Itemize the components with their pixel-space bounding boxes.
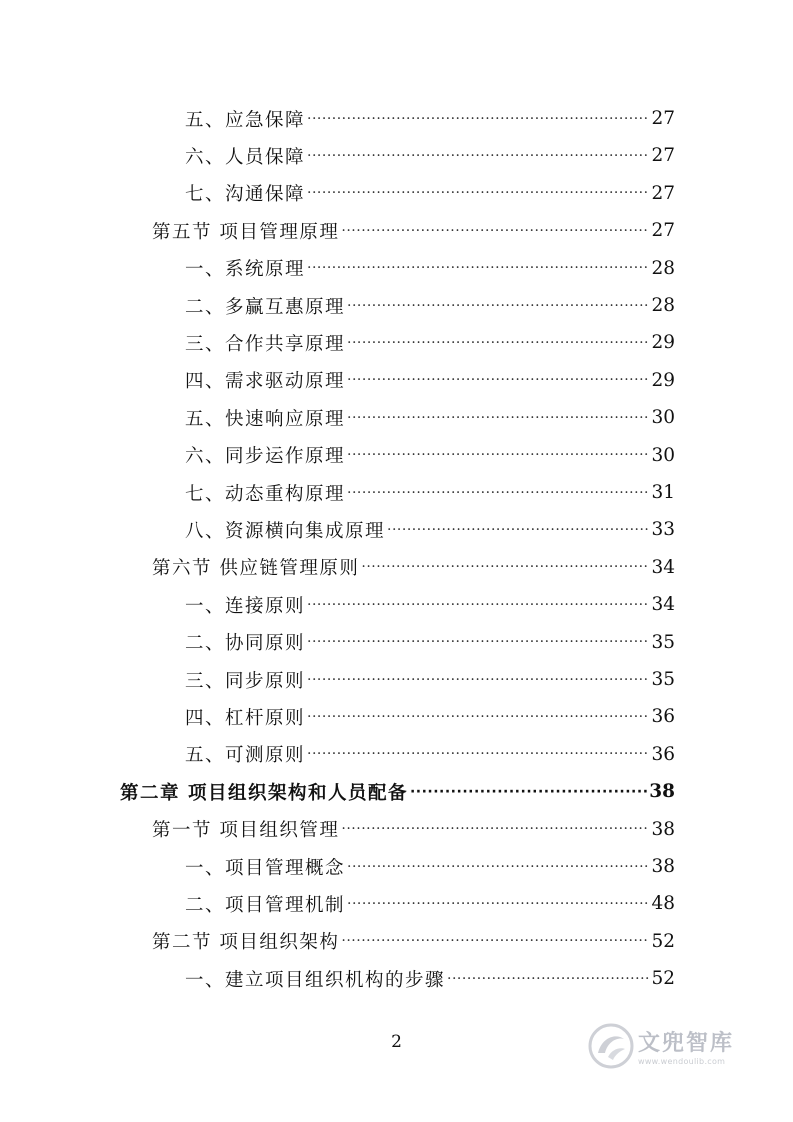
toc-entry-title: 四、杠杆原则 [185, 707, 306, 729]
toc-leader-dots [307, 669, 649, 691]
toc-leader-dots [341, 930, 649, 952]
toc-entry-title: 一、连接原则 [185, 595, 306, 617]
toc-entry-title: 第二章 项目组织架构和人员配备 [120, 782, 408, 804]
toc-leader-dots [307, 706, 649, 728]
toc-entry-page: 38 [651, 818, 675, 840]
toc-entry[interactable] [152, 923, 675, 960]
toc-entry-page: 27 [651, 145, 675, 167]
page-number: 2 [391, 1032, 402, 1052]
watermark-title: 文兜智库 [638, 1031, 735, 1056]
toc-entry-title: 二、协同原则 [185, 633, 306, 655]
toc-leader-dots [341, 818, 649, 840]
toc-leader-dots [347, 444, 649, 466]
toc-entry-title: 五、快速响应原理 [185, 408, 346, 430]
toc-entry-title: 第五节 项目管理原理 [152, 221, 340, 243]
toc-entry-title: 三、同步原则 [185, 670, 306, 692]
toc-entry[interactable] [185, 698, 675, 735]
toc-leader-dots [307, 145, 649, 167]
toc-leader-dots [447, 968, 649, 990]
toc-entry[interactable] [185, 736, 675, 773]
toc-entry[interactable] [185, 324, 675, 361]
toc-entry[interactable] [185, 848, 675, 885]
toc-entry[interactable] [185, 624, 675, 661]
toc-entry-page: 34 [651, 594, 675, 616]
toc-entry-page: 31 [651, 482, 675, 503]
toc-entry-page: 48 [651, 893, 675, 915]
toc-entry[interactable] [185, 437, 675, 474]
toc-entry-title: 一、项目管理概念 [185, 857, 346, 879]
toc-leader-dots [307, 631, 649, 653]
toc-entry-page: 29 [651, 369, 675, 391]
watermark-url: www.wendoulib.com [638, 1057, 726, 1066]
toc-leader-dots [347, 332, 649, 354]
toc-entry-title: 三、合作共享原理 [185, 333, 346, 355]
toc-entry-title: 七、沟通保障 [185, 184, 306, 206]
toc-entry-page: 33 [651, 519, 675, 541]
toc-entry-title: 四、需求驱动原理 [185, 371, 346, 393]
toc-entry-title: 二、项目管理机制 [185, 894, 346, 916]
toc-leader-dots [347, 856, 649, 878]
toc-entry-page: 38 [649, 781, 675, 803]
toc-entry[interactable] [185, 137, 675, 174]
toc-entry-title: 六、人员保障 [185, 146, 306, 168]
toc-entry-chapter[interactable] [120, 773, 675, 810]
toc-entry-page: 34 [651, 556, 675, 578]
watermark-text [638, 1026, 734, 1066]
toc-entry-title: 第二节 项目组织架构 [152, 932, 340, 954]
toc-leader-dots [347, 482, 649, 504]
toc-leader-dots [347, 407, 649, 429]
toc-entry-page: 27 [651, 182, 675, 204]
toc-leader-dots [341, 220, 649, 242]
toc-entry[interactable] [152, 811, 675, 848]
toc-leader-dots [307, 594, 649, 616]
toc-entry-title: 第一节 项目组织管理 [152, 820, 340, 842]
toc-entry[interactable] [185, 885, 675, 922]
toc-entry-title: 一、建立项目组织机构的步骤 [185, 969, 446, 991]
toc-entry-title: 五、应急保障 [185, 109, 306, 131]
toc-leader-dots [307, 108, 649, 130]
toc-entry-page: 27 [651, 108, 675, 129]
toc-entry[interactable] [152, 549, 675, 586]
toc-entry-title: 第六节 供应链管理原则 [152, 558, 360, 580]
wendou-logo-icon [588, 1023, 634, 1069]
toc-entry[interactable] [185, 661, 675, 698]
toc-entry[interactable] [185, 511, 675, 548]
toc-entry-page: 52 [651, 930, 675, 952]
toc-entry[interactable] [185, 100, 675, 137]
toc-entry[interactable] [185, 960, 675, 997]
toc-entry-page: 35 [651, 669, 675, 690]
toc-entry-title: 六、同步运作原理 [185, 446, 346, 468]
toc-entry[interactable] [152, 212, 675, 249]
toc-entry[interactable] [185, 399, 675, 436]
toc-entry-page: 27 [651, 220, 675, 242]
toc-leader-dots [347, 295, 649, 317]
toc-entry-page: 29 [651, 332, 675, 354]
toc-entry-title: 一、系统原理 [185, 259, 306, 281]
toc-leader-dots [387, 519, 649, 541]
toc-entry[interactable] [185, 175, 675, 212]
toc-entry[interactable] [185, 287, 675, 324]
toc-entry-page: 35 [651, 631, 675, 653]
toc-entry-page: 36 [651, 743, 675, 765]
toc-entry-page: 38 [651, 856, 675, 877]
toc-entry[interactable] [185, 474, 675, 511]
toc-leader-dots [347, 369, 649, 391]
toc-entry-title: 七、动态重构原理 [185, 483, 346, 505]
toc-leader-dots [410, 781, 647, 803]
toc-leader-dots [307, 743, 649, 765]
toc-leader-dots [361, 556, 649, 578]
toc-entry-page: 36 [651, 706, 675, 728]
toc-entry-page: 30 [651, 444, 675, 466]
toc-entry-page: 52 [651, 968, 675, 990]
toc-leader-dots [347, 893, 649, 915]
toc-entry-title: 八、资源横向集成原理 [185, 520, 386, 542]
watermark [588, 1022, 734, 1070]
toc-entry-page: 30 [651, 407, 675, 429]
toc-entry-page: 28 [651, 257, 675, 279]
toc-entry[interactable] [185, 586, 675, 623]
toc-leader-dots [307, 182, 649, 204]
toc-leader-dots [307, 257, 649, 279]
toc-entry[interactable] [185, 250, 675, 287]
toc-entry-page: 28 [651, 295, 675, 316]
toc-entry[interactable] [185, 362, 675, 399]
toc-entry-title: 二、多赢互惠原理 [185, 296, 346, 318]
toc-entry-title: 五、可测原则 [185, 745, 306, 767]
